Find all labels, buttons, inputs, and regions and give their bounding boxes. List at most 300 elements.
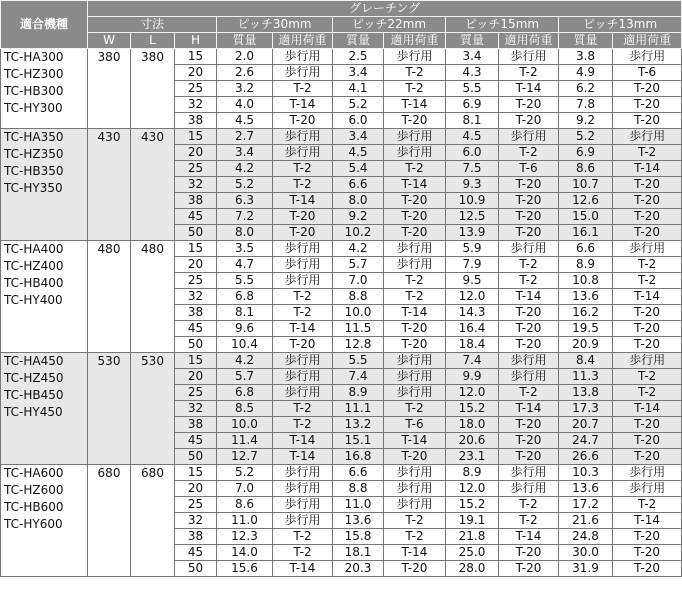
mass-13-cell: 6.9 — [559, 145, 613, 161]
pitch-22-header: ピッチ22mm — [333, 17, 446, 33]
mass-30-cell: 8.6 — [217, 497, 273, 513]
model-cell — [1, 129, 88, 241]
mass-13-cell: 5.2 — [559, 129, 613, 145]
load-22-cell: 歩行用 — [384, 497, 446, 513]
load-30-cell: 歩行用 — [273, 497, 333, 513]
load-30-cell: T-2 — [273, 401, 333, 417]
mass-22-cell: 6.6 — [333, 177, 384, 193]
load-13-cell: T-2 — [613, 145, 682, 161]
mass-15-cell: 20.6 — [446, 433, 499, 449]
load-15-cell: T-14 — [499, 289, 559, 305]
load-15-cell: 歩行用 — [499, 241, 559, 257]
mass-30-cell: 6.8 — [217, 385, 273, 401]
model-name: TC-HA600 — [4, 466, 64, 480]
load-13-cell: T-2 — [613, 257, 682, 273]
load-22-cell: T-14 — [384, 97, 446, 113]
mass-30-cell: 7.2 — [217, 209, 273, 225]
model-name: TC-HB600 — [4, 500, 64, 514]
model-column-header: 適合機種 — [1, 1, 88, 49]
mass-13-cell: 31.9 — [559, 561, 613, 577]
dim-w-cell: 530 — [88, 353, 131, 465]
mass-15-cell: 7.9 — [446, 257, 499, 273]
table-row — [1, 465, 682, 481]
load-22-cell: 歩行用 — [384, 145, 446, 161]
mass-30-cell: 10.0 — [217, 417, 273, 433]
load-22-cell: T-20 — [384, 193, 446, 209]
load-13-cell: T-20 — [613, 545, 682, 561]
height-cell: 20 — [175, 65, 217, 81]
mass-13-cell: 17.3 — [559, 401, 613, 417]
mass-22-cell: 5.4 — [333, 161, 384, 177]
model-name: TC-HY350 — [4, 181, 63, 195]
model-cell — [1, 241, 88, 353]
table-row — [1, 49, 682, 65]
mass-30-cell: 2.7 — [217, 129, 273, 145]
load-15-cell: 歩行用 — [499, 369, 559, 385]
load-22-cell: 歩行用 — [384, 129, 446, 145]
height-cell: 50 — [175, 225, 217, 241]
dim-l-cell: 430 — [131, 129, 175, 241]
mass-30-cell: 11.0 — [217, 513, 273, 529]
mass-30-cell: 12.7 — [217, 449, 273, 465]
mass-header: 質量 — [559, 33, 613, 49]
dim-w-header: W — [88, 33, 131, 49]
load-15-cell: T-20 — [499, 97, 559, 113]
load-30-cell: T-2 — [273, 177, 333, 193]
mass-15-cell: 23.1 — [446, 449, 499, 465]
load-header: 適用荷重 — [499, 33, 559, 49]
load-15-cell: T-20 — [499, 545, 559, 561]
dim-w-cell: 430 — [88, 129, 131, 241]
mass-22-cell: 8.8 — [333, 289, 384, 305]
load-30-cell: 歩行用 — [273, 129, 333, 145]
mass-22-cell: 10.2 — [333, 225, 384, 241]
load-30-cell: 歩行用 — [273, 513, 333, 529]
load-30-cell: T-14 — [273, 97, 333, 113]
height-cell: 15 — [175, 49, 217, 65]
mass-13-cell: 21.6 — [559, 513, 613, 529]
mass-22-cell: 11.1 — [333, 401, 384, 417]
mass-13-cell: 10.7 — [559, 177, 613, 193]
mass-15-cell: 16.4 — [446, 321, 499, 337]
mass-15-cell: 4.5 — [446, 129, 499, 145]
mass-15-cell: 9.3 — [446, 177, 499, 193]
model-name: TC-HZ350 — [4, 147, 64, 161]
mass-30-cell: 6.8 — [217, 289, 273, 305]
height-cell: 25 — [175, 497, 217, 513]
mass-13-cell: 19.5 — [559, 321, 613, 337]
load-30-cell: 歩行用 — [273, 353, 333, 369]
load-13-cell: T-14 — [613, 161, 682, 177]
mass-30-cell: 9.6 — [217, 321, 273, 337]
load-30-cell: 歩行用 — [273, 369, 333, 385]
load-13-cell: T-2 — [613, 369, 682, 385]
load-13-cell: T-2 — [613, 273, 682, 289]
mass-22-cell: 2.5 — [333, 49, 384, 65]
mass-30-cell: 11.4 — [217, 433, 273, 449]
model-cell — [1, 465, 88, 577]
load-15-cell: T-2 — [499, 385, 559, 401]
table-body — [1, 49, 682, 577]
model-name: TC-HY450 — [4, 405, 63, 419]
mass-15-cell: 14.3 — [446, 305, 499, 321]
height-cell: 45 — [175, 209, 217, 225]
mass-13-cell: 3.8 — [559, 49, 613, 65]
mass-15-cell: 9.9 — [446, 369, 499, 385]
mass-13-cell: 8.9 — [559, 257, 613, 273]
mass-13-cell: 7.8 — [559, 97, 613, 113]
mass-22-cell: 4.2 — [333, 241, 384, 257]
load-13-cell: 歩行用 — [613, 481, 682, 497]
load-15-cell: T-20 — [499, 193, 559, 209]
load-13-cell: T-2 — [613, 385, 682, 401]
dim-l-cell: 680 — [131, 465, 175, 577]
model-name: TC-HZ600 — [4, 483, 64, 497]
load-30-cell: 歩行用 — [273, 65, 333, 81]
height-cell: 20 — [175, 257, 217, 273]
table-header — [1, 1, 682, 49]
pitch-15-header: ピッチ15mm — [446, 17, 559, 33]
height-cell: 38 — [175, 193, 217, 209]
load-30-cell: T-20 — [273, 209, 333, 225]
mass-15-cell: 7.5 — [446, 161, 499, 177]
mass-30-cell: 5.2 — [217, 465, 273, 481]
mass-header: 質量 — [217, 33, 273, 49]
load-30-cell: 歩行用 — [273, 145, 333, 161]
mass-30-cell: 8.1 — [217, 305, 273, 321]
mass-30-cell: 2.6 — [217, 65, 273, 81]
load-15-cell: T-20 — [499, 561, 559, 577]
load-30-cell: T-2 — [273, 545, 333, 561]
height-cell: 20 — [175, 145, 217, 161]
height-cell: 15 — [175, 353, 217, 369]
load-15-cell: T-20 — [499, 337, 559, 353]
load-30-cell: T-14 — [273, 561, 333, 577]
mass-13-cell: 10.3 — [559, 465, 613, 481]
mass-13-cell: 8.4 — [559, 353, 613, 369]
load-22-cell: T-2 — [384, 65, 446, 81]
dim-l-cell: 480 — [131, 241, 175, 353]
mass-15-cell: 15.2 — [446, 497, 499, 513]
mass-22-cell: 16.8 — [333, 449, 384, 465]
load-13-cell: T-20 — [613, 177, 682, 193]
mass-15-cell: 5.9 — [446, 241, 499, 257]
model-name: TC-HZ300 — [4, 67, 64, 81]
mass-header: 質量 — [446, 33, 499, 49]
load-30-cell: T-2 — [273, 81, 333, 97]
height-cell: 38 — [175, 417, 217, 433]
mass-13-cell: 17.2 — [559, 497, 613, 513]
height-cell: 45 — [175, 545, 217, 561]
load-13-cell: T-14 — [613, 513, 682, 529]
mass-13-cell: 20.7 — [559, 417, 613, 433]
model-name: TC-HY300 — [4, 101, 63, 115]
load-13-cell: T-20 — [613, 81, 682, 97]
height-cell: 32 — [175, 177, 217, 193]
load-15-cell: 歩行用 — [499, 129, 559, 145]
load-22-cell: 歩行用 — [384, 481, 446, 497]
load-30-cell: T-20 — [273, 113, 333, 129]
mass-30-cell: 5.7 — [217, 369, 273, 385]
mass-15-cell: 12.0 — [446, 289, 499, 305]
load-15-cell: T-2 — [499, 145, 559, 161]
height-cell: 25 — [175, 161, 217, 177]
mass-13-cell: 24.8 — [559, 529, 613, 545]
mass-22-cell: 13.2 — [333, 417, 384, 433]
mass-22-cell: 6.6 — [333, 465, 384, 481]
load-30-cell: T-20 — [273, 337, 333, 353]
mass-13-cell: 26.6 — [559, 449, 613, 465]
model-name: TC-HB350 — [4, 164, 64, 178]
load-30-cell: T-20 — [273, 225, 333, 241]
load-15-cell: T-14 — [499, 401, 559, 417]
load-13-cell: T-14 — [613, 401, 682, 417]
load-30-cell: T-2 — [273, 289, 333, 305]
mass-13-cell: 6.2 — [559, 81, 613, 97]
load-30-cell: 歩行用 — [273, 273, 333, 289]
height-cell: 45 — [175, 321, 217, 337]
mass-13-cell: 16.2 — [559, 305, 613, 321]
model-name: TC-HB300 — [4, 84, 64, 98]
load-30-cell: T-2 — [273, 417, 333, 433]
mass-15-cell: 8.1 — [446, 113, 499, 129]
load-15-cell: T-20 — [499, 225, 559, 241]
mass-15-cell: 10.9 — [446, 193, 499, 209]
mass-13-cell: 11.3 — [559, 369, 613, 385]
mass-13-cell: 30.0 — [559, 545, 613, 561]
load-22-cell: T-20 — [384, 113, 446, 129]
load-22-cell: T-20 — [384, 449, 446, 465]
mass-22-cell: 8.0 — [333, 193, 384, 209]
load-30-cell: 歩行用 — [273, 257, 333, 273]
mass-13-cell: 13.6 — [559, 481, 613, 497]
mass-22-cell: 10.0 — [333, 305, 384, 321]
height-cell: 15 — [175, 241, 217, 257]
load-13-cell: T-6 — [613, 65, 682, 81]
load-22-cell: T-14 — [384, 433, 446, 449]
load-15-cell: T-20 — [499, 305, 559, 321]
load-13-cell: 歩行用 — [613, 241, 682, 257]
pitch-13-header: ピッチ13mm — [559, 17, 682, 33]
load-30-cell: T-2 — [273, 529, 333, 545]
load-22-cell: T-20 — [384, 225, 446, 241]
load-30-cell: T-14 — [273, 321, 333, 337]
mass-22-cell: 18.1 — [333, 545, 384, 561]
mass-15-cell: 28.0 — [446, 561, 499, 577]
mass-15-cell: 12.0 — [446, 481, 499, 497]
mass-22-cell: 11.0 — [333, 497, 384, 513]
height-cell: 25 — [175, 385, 217, 401]
mass-30-cell: 4.7 — [217, 257, 273, 273]
load-22-cell: T-2 — [384, 401, 446, 417]
mass-22-cell: 13.6 — [333, 513, 384, 529]
load-13-cell: T-20 — [613, 225, 682, 241]
model-name: TC-HZ450 — [4, 371, 64, 385]
mass-13-cell: 20.9 — [559, 337, 613, 353]
mass-15-cell: 7.4 — [446, 353, 499, 369]
load-30-cell: T-14 — [273, 433, 333, 449]
load-22-cell: T-20 — [384, 209, 446, 225]
load-22-cell: T-2 — [384, 289, 446, 305]
mass-15-cell: 6.0 — [446, 145, 499, 161]
height-cell: 20 — [175, 369, 217, 385]
model-name: TC-HA450 — [4, 354, 64, 368]
mass-22-cell: 9.2 — [333, 209, 384, 225]
load-15-cell: T-20 — [499, 209, 559, 225]
load-22-cell: 歩行用 — [384, 49, 446, 65]
mass-15-cell: 5.5 — [446, 81, 499, 97]
mass-22-cell: 3.4 — [333, 129, 384, 145]
load-13-cell: 歩行用 — [613, 353, 682, 369]
mass-22-cell: 7.0 — [333, 273, 384, 289]
load-15-cell: T-20 — [499, 177, 559, 193]
mass-22-cell: 12.8 — [333, 337, 384, 353]
mass-30-cell: 10.4 — [217, 337, 273, 353]
mass-22-cell: 5.5 — [333, 353, 384, 369]
load-22-cell: T-14 — [384, 177, 446, 193]
mass-15-cell: 12.0 — [446, 385, 499, 401]
model-name: TC-HA300 — [4, 50, 64, 64]
mass-30-cell: 7.0 — [217, 481, 273, 497]
height-cell: 38 — [175, 305, 217, 321]
mass-22-cell: 8.9 — [333, 385, 384, 401]
model-name: TC-HA400 — [4, 242, 64, 256]
mass-22-cell: 4.5 — [333, 145, 384, 161]
load-22-cell: T-2 — [384, 161, 446, 177]
load-22-cell: T-20 — [384, 321, 446, 337]
load-22-cell: T-6 — [384, 417, 446, 433]
mass-15-cell: 21.8 — [446, 529, 499, 545]
load-15-cell: T-2 — [499, 257, 559, 273]
mass-30-cell: 14.0 — [217, 545, 273, 561]
mass-22-cell: 15.1 — [333, 433, 384, 449]
load-13-cell: T-20 — [613, 305, 682, 321]
mass-30-cell: 4.2 — [217, 353, 273, 369]
load-30-cell: T-2 — [273, 161, 333, 177]
load-15-cell: T-20 — [499, 433, 559, 449]
load-13-cell: 歩行用 — [613, 129, 682, 145]
model-name: TC-HY400 — [4, 293, 63, 307]
dim-l-cell: 380 — [131, 49, 175, 129]
model-name: TC-HB400 — [4, 276, 64, 290]
mass-22-cell: 20.3 — [333, 561, 384, 577]
height-cell: 50 — [175, 561, 217, 577]
mass-22-cell: 6.0 — [333, 113, 384, 129]
load-header: 適用荷重 — [613, 33, 682, 49]
mass-22-cell: 11.5 — [333, 321, 384, 337]
load-15-cell: T-14 — [499, 81, 559, 97]
height-cell: 32 — [175, 289, 217, 305]
load-15-cell: T-20 — [499, 417, 559, 433]
model-name: TC-HB450 — [4, 388, 64, 402]
load-30-cell: T-14 — [273, 449, 333, 465]
mass-30-cell: 2.0 — [217, 49, 273, 65]
mass-30-cell: 8.5 — [217, 401, 273, 417]
mass-15-cell: 8.9 — [446, 465, 499, 481]
mass-22-cell: 4.1 — [333, 81, 384, 97]
mass-15-cell: 15.2 — [446, 401, 499, 417]
height-cell: 25 — [175, 81, 217, 97]
load-22-cell: 歩行用 — [384, 369, 446, 385]
load-30-cell: 歩行用 — [273, 481, 333, 497]
dim-h-header: H — [175, 33, 217, 49]
mass-30-cell: 6.3 — [217, 193, 273, 209]
pitch-30-header: ピッチ30mm — [217, 17, 333, 33]
load-22-cell: T-14 — [384, 545, 446, 561]
model-cell — [1, 49, 88, 129]
height-cell: 50 — [175, 337, 217, 353]
height-cell: 15 — [175, 465, 217, 481]
load-22-cell: T-2 — [384, 273, 446, 289]
mass-15-cell: 19.1 — [446, 513, 499, 529]
mass-13-cell: 15.0 — [559, 209, 613, 225]
mass-30-cell: 15.6 — [217, 561, 273, 577]
mass-15-cell: 18.4 — [446, 337, 499, 353]
mass-22-cell: 8.8 — [333, 481, 384, 497]
height-cell: 32 — [175, 513, 217, 529]
mass-15-cell: 4.3 — [446, 65, 499, 81]
mass-13-cell: 16.1 — [559, 225, 613, 241]
mass-13-cell: 13.8 — [559, 385, 613, 401]
table-row — [1, 129, 682, 145]
mass-15-cell: 12.5 — [446, 209, 499, 225]
load-15-cell: T-2 — [499, 513, 559, 529]
height-cell: 15 — [175, 129, 217, 145]
load-22-cell: T-2 — [384, 513, 446, 529]
dim-w-cell: 680 — [88, 465, 131, 577]
mass-30-cell: 4.5 — [217, 113, 273, 129]
load-13-cell: T-20 — [613, 321, 682, 337]
load-30-cell: T-14 — [273, 193, 333, 209]
mass-13-cell: 10.8 — [559, 273, 613, 289]
load-22-cell: T-20 — [384, 337, 446, 353]
load-15-cell: T-6 — [499, 161, 559, 177]
dim-w-cell: 380 — [88, 49, 131, 129]
mass-22-cell: 5.7 — [333, 257, 384, 273]
load-30-cell: 歩行用 — [273, 49, 333, 65]
load-22-cell: 歩行用 — [384, 241, 446, 257]
dimensions-header: 寸法 — [88, 17, 217, 33]
height-cell: 25 — [175, 273, 217, 289]
mass-13-cell: 8.6 — [559, 161, 613, 177]
load-15-cell: 歩行用 — [499, 481, 559, 497]
mass-13-cell: 9.2 — [559, 113, 613, 129]
load-13-cell: T-20 — [613, 449, 682, 465]
mass-15-cell: 18.0 — [446, 417, 499, 433]
load-22-cell: T-20 — [384, 561, 446, 577]
load-15-cell: T-2 — [499, 65, 559, 81]
load-30-cell: 歩行用 — [273, 465, 333, 481]
load-30-cell: T-2 — [273, 305, 333, 321]
mass-22-cell: 3.4 — [333, 65, 384, 81]
height-cell: 32 — [175, 97, 217, 113]
load-13-cell: T-20 — [613, 417, 682, 433]
load-13-cell: T-14 — [613, 289, 682, 305]
mass-30-cell: 4.2 — [217, 161, 273, 177]
mass-13-cell: 13.6 — [559, 289, 613, 305]
mass-15-cell: 9.5 — [446, 273, 499, 289]
table-row — [1, 353, 682, 369]
load-22-cell: 歩行用 — [384, 465, 446, 481]
mass-13-cell: 6.6 — [559, 241, 613, 257]
load-header: 適用荷重 — [273, 33, 333, 49]
load-13-cell: T-20 — [613, 337, 682, 353]
mass-30-cell: 8.0 — [217, 225, 273, 241]
table-row — [1, 241, 682, 257]
height-cell: 32 — [175, 401, 217, 417]
load-13-cell: 歩行用 — [613, 465, 682, 481]
load-15-cell: T-14 — [499, 529, 559, 545]
